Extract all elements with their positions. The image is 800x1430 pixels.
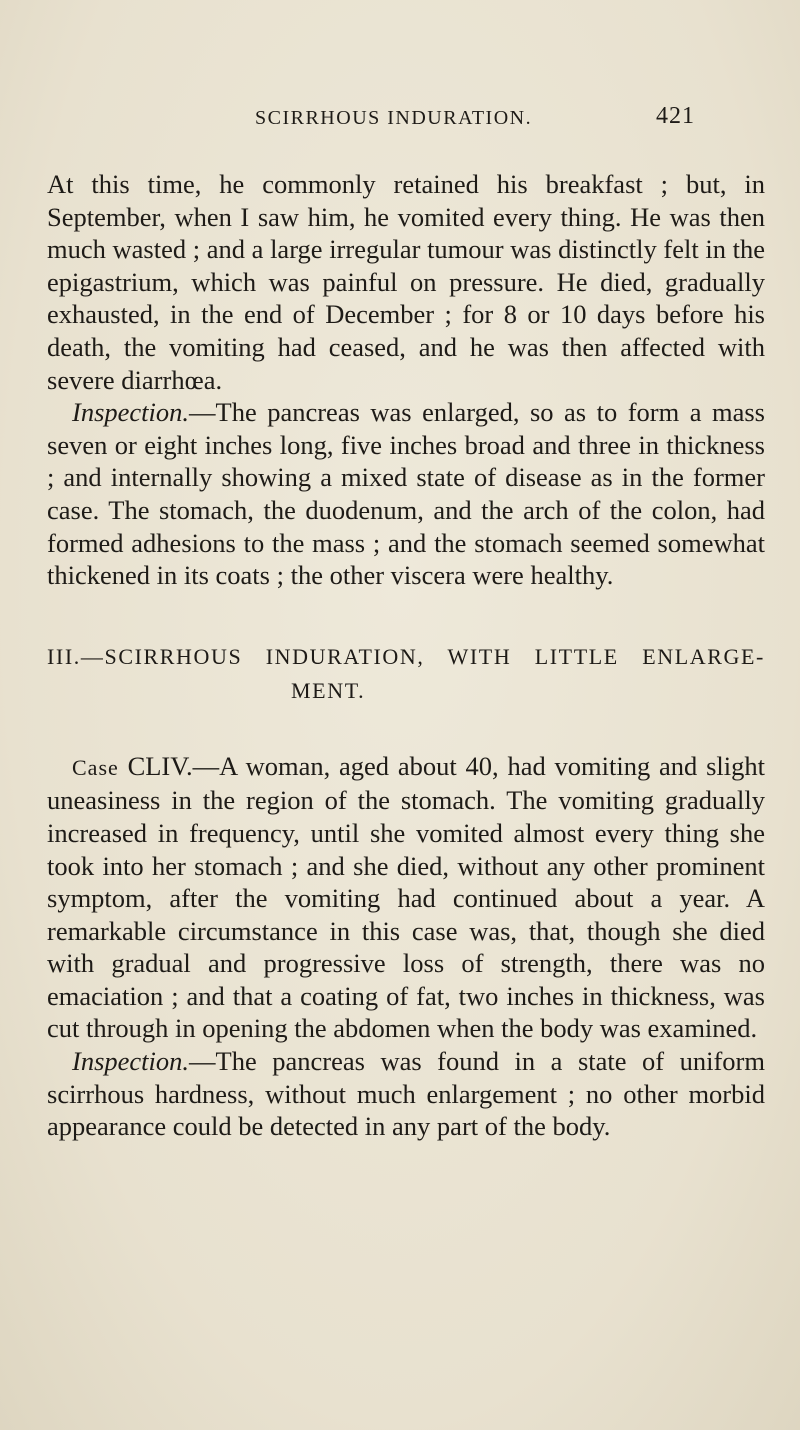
paragraph-text: CLIV.—A woman, aged about 40, had vomiting and slight uneasiness in the region of the stomach. The vomiting gradually increased in frequency, until she vomited almost every thing she took into her stomach ; and she died, without any other prominent symptom, after the vomiting had continued about a year. A remarkable circumstance in this case was, that, though she died with gradual and progressive loss of strength, there was no emaciation ; and that a coating of fat, two inches in thickness, was cut through in opening the abdomen when the body was examined. [47,750,765,1044]
paragraph-case [47,750,765,1045]
body-text [47,168,765,1143]
section-heading [47,640,765,708]
inspection-lead: Inspection. [72,397,190,428]
section-heading-line1: III.—SCIRRHOUS INDURATION, WITH LITTLE ENLARGE- [47,643,765,669]
paragraph-text: At this time, he commonly retained his breakfast ; but, in September, when I saw him, he vomited every thing. He was then much wasted ; and a large irregular tumour was distinctly felt in the epigastrium, which was painful on pressure. He died, gradually exhausted, in the end of December ; for 8 or 10 days before his death, the vomiting had ceased, and he was then affected with severe diarrhœa. [47,169,765,395]
case-label: Case [72,754,119,780]
paragraph-final-inspection [47,1045,765,1143]
paragraph-continuation [47,168,765,396]
paragraph-text: —The pancreas was enlarged, so as to form a mass seven or eight inches long, five inches broad and three in thickness ; and internally showing a mixed state of disease as in the former case. The stomach, the duodenum, and the arch of the colon, had formed adhesions to the mass ; and the stomach seemed somewhat thickened in its coats ; the other viscera were healthy. [47,397,765,591]
inspection-lead: Inspection. [72,1046,190,1077]
paragraph-inspection [47,396,765,592]
running-head [255,103,695,143]
running-title: SCIRRHOUS INDURATION. [255,107,533,129]
page-number: 421 [656,103,695,129]
paragraph-text: —The pancreas was found in a state of uniform scirrhous hardness, without much enlargement ; no other morbid appearance could be detected in any part of the body. [47,1046,765,1142]
section-heading-line2: MENT. [291,677,366,703]
